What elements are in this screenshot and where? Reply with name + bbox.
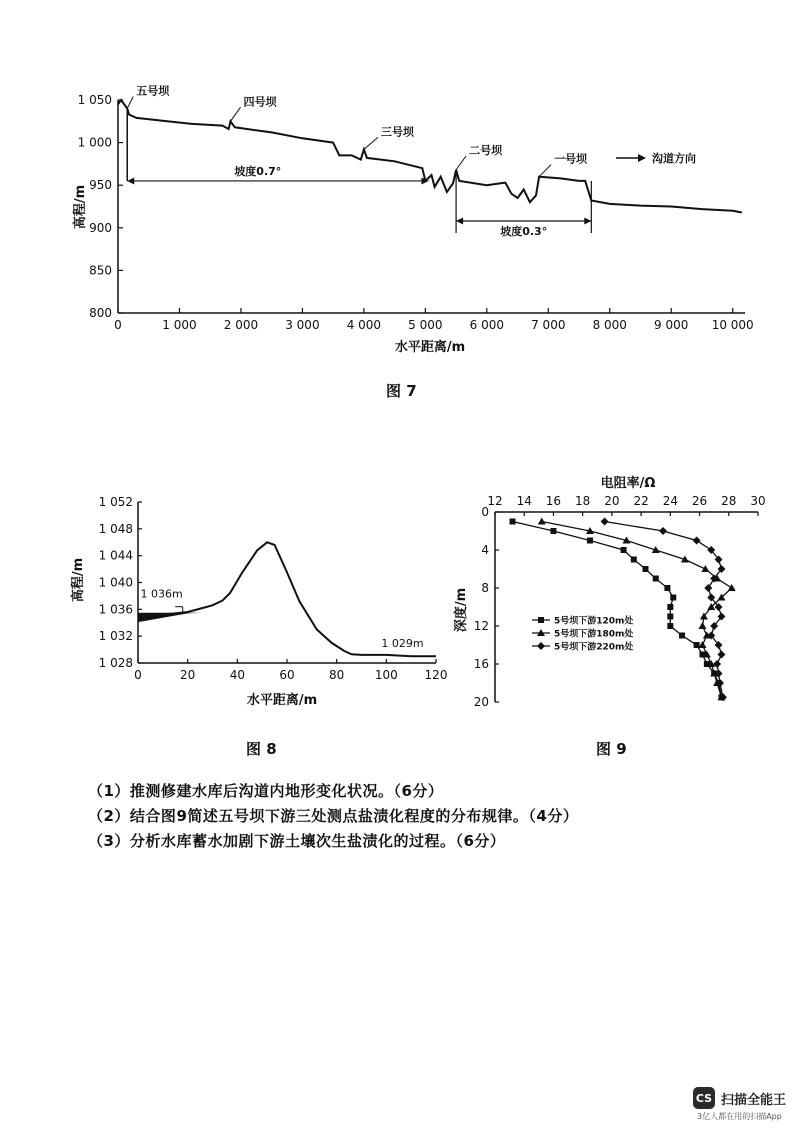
fig8-x-tick-label: 20 — [180, 668, 196, 682]
fig9-legend-label: 5号坝下游220m处 — [554, 642, 634, 653]
figure-9-resistivity-depth — [440, 470, 780, 720]
fig9-x-tick-label: 28 — [721, 494, 737, 508]
fig9-point — [679, 633, 685, 639]
fig9-x-tick-label: 14 — [516, 494, 532, 508]
fig8-x-tick-label: 80 — [329, 668, 345, 682]
fig9-point — [704, 584, 712, 592]
fig9-point — [701, 565, 709, 572]
fig7-x-tick-label: 4 000 — [346, 318, 382, 332]
fig7-dam-leader — [230, 107, 240, 121]
fig8-y-tick-label: 1 044 — [98, 548, 133, 563]
fig8-y-tick-label: 1 052 — [98, 495, 133, 509]
fig8-x-tick-label: 40 — [229, 668, 245, 682]
fig7-dam-label: 一号坝 — [554, 152, 588, 166]
figure-8-caption: 图 8 — [246, 740, 277, 758]
fig9-y-tick-label: 0 — [481, 505, 489, 519]
fig7-profile-line — [118, 100, 742, 213]
fig9-point — [601, 518, 609, 526]
question-3: （3）分析水库蓄水加剧下游土壤次生盐渍化的过程。（6分） — [88, 832, 506, 850]
fig7-slope-label: 坡度0.7° — [234, 164, 282, 178]
fig7-dam-leader — [364, 137, 378, 149]
fig9-legend-label: 5号坝下游180m处 — [554, 629, 634, 640]
fig8-y-tick-label: 1 036 — [98, 602, 133, 617]
fig7-slope-arrow-left — [456, 217, 463, 224]
scanner-watermark — [693, 1087, 786, 1122]
fig8-y-tick-label: 1 032 — [98, 629, 133, 644]
camscanner-logo-icon: CS — [693, 1087, 715, 1109]
fig9-point — [667, 623, 673, 629]
fig9-point — [550, 528, 556, 534]
fig7-x-tick-label: 9 000 — [654, 318, 689, 332]
fig9-y-tick-label: 12 — [473, 619, 489, 633]
fig7-x-tick-label: 1 000 — [162, 318, 197, 332]
fig9-x-tick-label: 12 — [487, 494, 503, 508]
fig9-point — [621, 547, 627, 553]
figure-8-dam-cross-section — [60, 480, 460, 710]
fig9-series-line — [513, 522, 722, 698]
fig9-series-line — [542, 522, 732, 698]
fig7-y-tick-label: 1 050 — [77, 93, 112, 107]
fig9-point — [510, 519, 516, 525]
fig9-x-tick-label: 20 — [604, 494, 620, 508]
fig8-y-tick-label: 1 040 — [98, 575, 133, 590]
fig7-slope-arrow-left — [127, 177, 134, 184]
fig9-x-tick-label: 30 — [750, 494, 766, 508]
fig8-downstream-label: 1 029m — [381, 636, 424, 650]
fig9-legend-marker — [538, 617, 544, 623]
fig7-y-axis-label: 高程/m — [73, 184, 88, 230]
fig8-x-tick-label: 100 — [374, 668, 398, 682]
fig7-slope-label: 坡度0.3° — [500, 224, 548, 238]
fig9-point — [667, 604, 673, 610]
fig9-point — [694, 642, 700, 648]
fig9-point — [698, 622, 706, 629]
fig7-y-tick-label: 1 000 — [77, 135, 112, 150]
fig7-dam-leader — [127, 97, 133, 109]
fig9-point — [698, 641, 706, 648]
fig9-point — [670, 595, 676, 601]
figure-7-caption: 图 7 — [386, 382, 417, 400]
figure-7-elevation-profile — [0, 0, 800, 360]
fig7-y-tick-label: 850 — [89, 263, 112, 278]
fig9-y-tick-label: 8 — [481, 581, 489, 595]
fig7-y-tick-label: 900 — [89, 220, 112, 235]
fig7-flow-label: 沟道方向 — [652, 152, 696, 165]
fig7-x-tick-label: 3 000 — [285, 318, 320, 332]
fig7-dam-label: 二号坝 — [469, 143, 503, 157]
fig7-x-tick-label: 6 000 — [469, 318, 505, 332]
scanner-slogan: 3亿人都在用的扫描App — [697, 1112, 782, 1121]
fig7-x-tick-label: 5 000 — [408, 318, 443, 332]
fig9-legend-label: 5号坝下游120m处 — [554, 616, 634, 627]
fig8-x-axis-label: 水平距离/m — [246, 693, 318, 708]
question-2: （2）结合图9简述五号坝下游三处测点盐渍化程度的分布规律。（4分） — [88, 807, 579, 825]
figure-9-caption: 图 9 — [596, 740, 627, 758]
fig9-x-tick-label: 18 — [575, 494, 591, 508]
fig7-slope-arrow-right — [584, 217, 591, 224]
fig7-x-tick-label: 8 000 — [592, 318, 627, 332]
fig9-point — [717, 651, 725, 659]
fig7-flow-arrow-head — [638, 154, 646, 162]
fig8-y-tick-label: 1 048 — [98, 521, 133, 536]
fig8-x-tick-label: 0 — [134, 668, 142, 682]
fig9-y-tick-label: 4 — [481, 543, 489, 557]
fig7-x-tick-label: 7 000 — [531, 318, 566, 332]
fig9-point — [653, 576, 659, 582]
fig9-point — [538, 518, 546, 525]
fig9-x-axis-label: 电阻率/Ω — [600, 476, 656, 491]
fig8-water-level-label: 1 036m — [140, 587, 183, 601]
fig9-y-tick-label: 16 — [473, 657, 489, 671]
fig9-point — [693, 537, 701, 545]
fig7-dam-leader — [456, 156, 466, 170]
fig9-point — [642, 566, 648, 572]
fig9-legend-marker — [537, 642, 545, 650]
fig8-y-axis-label: 高程/m — [71, 557, 86, 603]
fig8-x-tick-label: 120 — [424, 668, 448, 682]
fig7-y-tick-label: 800 — [89, 306, 112, 320]
scanner-app-name: 扫描全能王 — [720, 1092, 786, 1108]
fig7-dam-leader — [539, 165, 551, 177]
fig9-point — [659, 527, 667, 535]
fig9-point — [664, 585, 670, 591]
fig9-x-tick-label: 26 — [691, 494, 708, 508]
fig7-dam-label: 五号坝 — [136, 84, 170, 98]
fig9-point — [631, 557, 637, 563]
fig9-y-axis-label: 深度/m — [454, 587, 469, 633]
fig8-y-tick-label: 1 028 — [98, 656, 133, 670]
fig7-x-axis-label: 水平距离/m — [394, 340, 466, 355]
fig9-point — [587, 538, 593, 544]
fig7-dam-label: 三号坝 — [380, 125, 414, 139]
fig9-x-tick-label: 22 — [633, 494, 649, 508]
fig9-point — [667, 614, 673, 620]
question-1: （1）推测修建水库后沟道内地形变化状况。（6分） — [88, 782, 444, 800]
fig7-x-tick-label: 2 000 — [223, 318, 259, 332]
fig7-x-tick-label: 10 000 — [711, 318, 754, 332]
fig7-dam-label: 四号坝 — [243, 95, 277, 109]
fig7-x-tick-label: 0 — [114, 318, 122, 332]
fig9-x-tick-label: 16 — [545, 494, 562, 508]
fig9-point — [728, 584, 736, 591]
fig8-x-tick-label: 60 — [279, 668, 295, 682]
fig9-y-tick-label: 20 — [473, 695, 489, 709]
fig7-y-tick-label: 950 — [89, 178, 112, 193]
fig9-x-tick-label: 24 — [662, 494, 678, 508]
